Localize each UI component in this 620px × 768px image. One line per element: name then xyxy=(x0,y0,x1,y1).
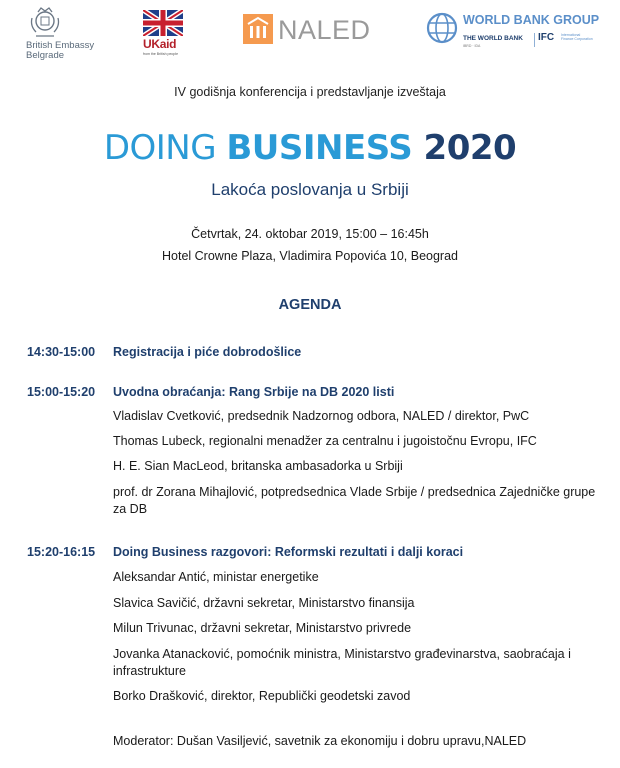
embassy-city: Belgrade xyxy=(26,50,65,61)
agenda-time: 15:00-15:20 xyxy=(27,385,96,399)
title-business: BUSINESS xyxy=(226,128,424,168)
title-year: 2020 xyxy=(423,128,517,168)
world-bank-sub: IBRD · IDA xyxy=(463,44,481,48)
embassy-name: British Embassy xyxy=(26,40,95,51)
ukaid-logo xyxy=(143,10,187,56)
speaker: Milun Trivunac, državni sekretar, Ministarstvo privrede xyxy=(113,621,412,635)
title-doing: DOING xyxy=(103,128,227,168)
speaker: Borko Drašković, direktor, Republički geodetski zavod xyxy=(113,689,411,703)
tagline: Lakoća poslovanja u Srbiji xyxy=(211,180,409,199)
agenda-time: 15:20-16:15 xyxy=(27,545,96,559)
event-venue: Hotel Crowne Plaza, Vladimira Popovića 10, Beograd xyxy=(162,249,458,263)
speaker: Slavica Savičić, državni sekretar, Ministarstvo finansija xyxy=(113,596,415,610)
naled-mark-icon xyxy=(243,14,273,44)
british-embassy-logo xyxy=(22,6,112,64)
speaker: Aleksandar Antić, ministar energetike xyxy=(113,570,319,584)
speaker: prof. dr Zorana Mihajlović, potpredsednica Vlade Srbije / predsednica Zajedničke grupe za DB xyxy=(113,485,596,516)
agenda-title: Doing Business razgovori: Reformski rezultati i dalji koraci xyxy=(113,545,464,559)
conference-subtitle: IV godišnja konferencija i predstavljanje izveštaja xyxy=(174,85,446,99)
ifc-full-name: International Finance Corporation xyxy=(561,33,593,41)
union-flag-icon xyxy=(143,10,183,36)
naled-logo xyxy=(243,14,377,48)
globe-icon xyxy=(426,12,458,44)
logo-divider xyxy=(534,33,535,47)
speaker: Thomas Lubeck, regionalni menadžer za centralnu i jugoistočnu Evropu, IFC xyxy=(113,434,537,448)
naled-name: NALED xyxy=(278,15,371,45)
world-bank-group-name: WORLD BANK GROUP xyxy=(463,13,600,27)
world-bank-name: THE WORLD BANK xyxy=(463,35,523,42)
moderator: Moderator: Dušan Vasiljević, savetnik za ekonomiju i dobru upravu,NALED xyxy=(113,734,527,748)
agenda-title: Uvodna obraćanja: Rang Srbije na DB 2020 listi xyxy=(113,385,395,399)
speaker: Vladislav Cvetković, predsednik Nadzornog odbora, NALED / direktor, PwC xyxy=(113,409,530,423)
world-bank-group-logo xyxy=(426,10,616,56)
agenda-time: 14:30-15:00 xyxy=(27,345,96,359)
ifc-name: IFC xyxy=(538,32,555,43)
ukaid-tagline: from the British people xyxy=(143,52,179,56)
event-date: Četvrtak, 24. oktobar 2019, 15:00 – 16:45h xyxy=(191,227,429,241)
ukaid-name: UKaid xyxy=(143,37,177,51)
agenda-heading: AGENDA xyxy=(278,297,342,313)
royal-crest-icon xyxy=(28,6,62,40)
speaker: H. E. Sian MacLeod, britanska ambasadorka u Srbiji xyxy=(113,459,403,473)
page-title xyxy=(0,128,620,168)
speaker: Jovanka Atanacković, pomoćnik ministra, Ministarstvo građevinarstva, saobraćaja i infrastrukture xyxy=(113,647,571,678)
logo-bar xyxy=(0,0,620,70)
agenda-title: Registracija i piće dobrodošlice xyxy=(113,345,302,359)
